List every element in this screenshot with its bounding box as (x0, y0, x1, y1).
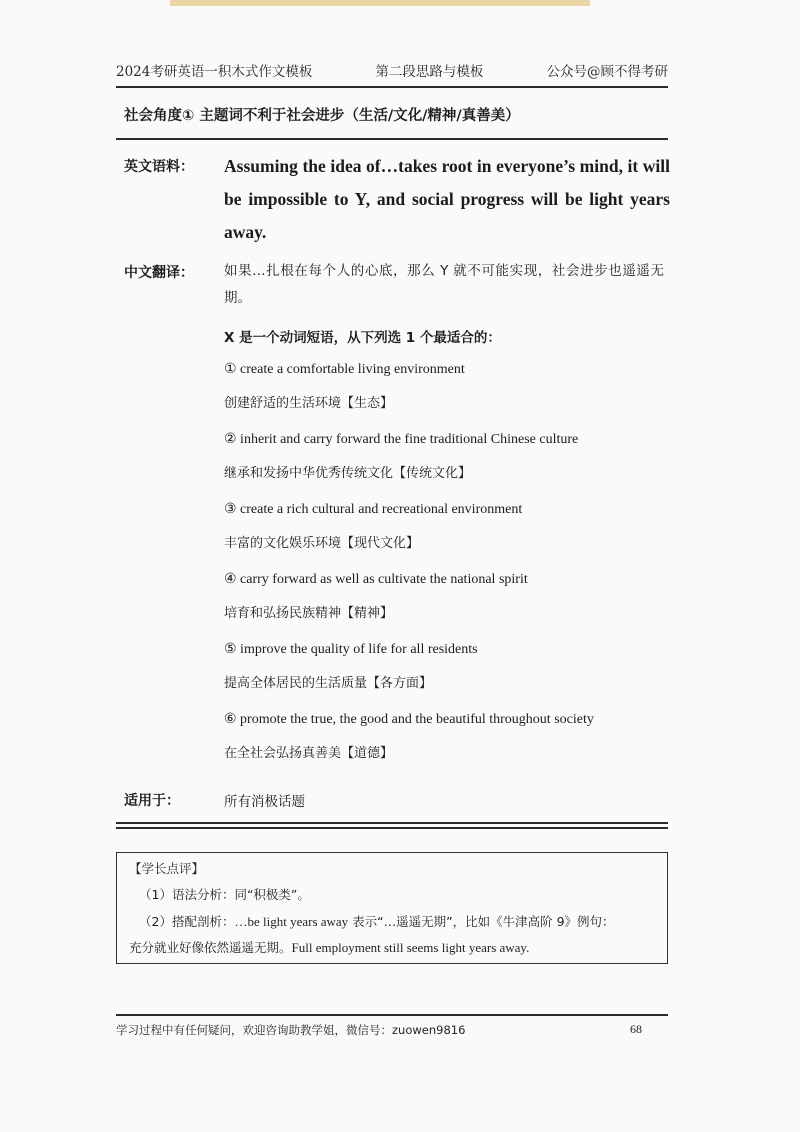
comment-example-english: Full employment still seems light years away. (291, 940, 530, 955)
comment-collocation-line (129, 912, 655, 932)
option-item (224, 360, 674, 430)
comment-collocation-phrase: …be light years away (234, 914, 349, 929)
header-author: 公众号@顾不得考研 (546, 64, 668, 80)
title-rule (116, 138, 668, 140)
option-chinese: 在全社会弘扬真善美【道德】 (224, 746, 394, 761)
option-english: ⑥ promote the true, the good and the beautiful throughout society (224, 712, 594, 727)
option-english: ⑤ improve the quality of life for all residents (224, 642, 478, 657)
section-end-rule (116, 822, 668, 824)
chinese-text: 如果…扎根在每个人的心底，那么 Y 就不可能实现，社会进步也遥遥无期。 (224, 263, 664, 306)
option-item (224, 570, 674, 640)
applicable-label: 适用于： (124, 793, 180, 809)
page-number: 68 (630, 1022, 642, 1036)
instruction: X 是一个动词短语，从下列选 1 个最适合的： (224, 330, 501, 346)
option-item (224, 430, 674, 500)
comment-box (116, 852, 668, 964)
option-chinese: 培育和弘扬民族精神【精神】 (224, 606, 394, 621)
option-chinese: 提高全体居民的生活质量【各方面】 (224, 676, 433, 691)
section-title: 社会角度① 主题词不利于社会进步（生活/文化/精神/真善美） (124, 108, 520, 124)
header-chapter: 第二段思路与模板 (375, 64, 484, 80)
section-end-rule (116, 827, 668, 829)
option-chinese: 创建舒适的生活环境【生态】 (224, 396, 394, 411)
footer-rule (116, 1014, 668, 1016)
option-english: ③ create a rich cultural and recreational environment (224, 502, 523, 517)
option-chinese: 继承和发扬中华优秀传统文化【传统文化】 (224, 466, 472, 481)
footer-contact: 学习过程中有任何疑问，欢迎咨询助教学姐，微信号：zuowen9816 (116, 1023, 466, 1037)
english-label: 英文语料： (124, 159, 194, 175)
chinese-label: 中文翻译： (124, 265, 194, 281)
running-header (116, 60, 668, 80)
option-chinese: 丰富的文化娱乐环境【现代文化】 (224, 536, 420, 551)
comment-title: 【学长点评】 (129, 861, 205, 876)
header-rule (116, 86, 668, 88)
header-book-title: 2024考研英语一积木式作文模板 (116, 64, 313, 80)
top-color-strip (170, 0, 590, 6)
option-item (224, 640, 674, 710)
option-english: ① create a comfortable living environment (224, 362, 465, 377)
option-english: ④ carry forward as well as cultivate the national spirit (224, 572, 528, 587)
comment-collocation-prefix: （2）搭配剖析： (139, 914, 235, 929)
comment-collocation-suffix: 表示“…遥遥无期”，比如《牛津高阶 9》例句： (348, 914, 615, 929)
english-text: Assuming the idea of…takes root in everyone’s mind, it will be impossible to Y, and social progress will be light years away. (224, 156, 670, 242)
comment-grammar-line: （1）语法分析：同“积极类”。 (139, 887, 310, 902)
option-english: ② inherit and carry forward the fine traditional Chinese culture (224, 432, 579, 447)
option-item (224, 500, 674, 570)
comment-example-chinese: 充分就业好像依然遥遥无期。 (129, 940, 292, 955)
option-list (224, 360, 674, 780)
option-item (224, 710, 674, 780)
applicable-text: 所有消极话题 (224, 794, 305, 810)
comment-example-line (129, 938, 655, 958)
